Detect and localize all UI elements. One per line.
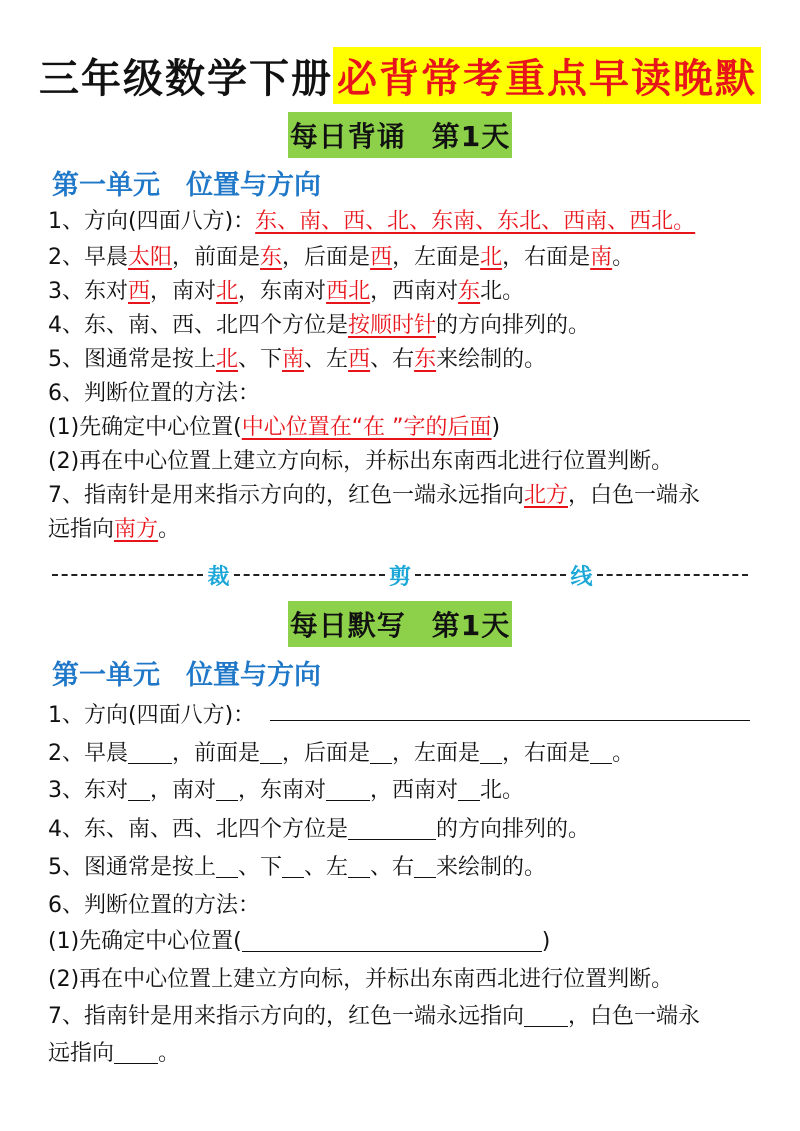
dictation-line-9	[48, 999, 700, 1030]
dictation-line-6: 6、判断位置的方法：	[48, 893, 260, 918]
text: ，右面是	[502, 245, 591, 270]
text: 7、指南针是用来指示方向的，红色一端永远指向	[48, 1004, 524, 1029]
text: ，南对	[150, 778, 217, 803]
text: ，前面是	[172, 741, 261, 766]
blank-center-position[interactable]	[242, 929, 542, 952]
blank-directions[interactable]	[270, 720, 750, 721]
answer: 南	[282, 347, 305, 372]
answer: 北方	[524, 483, 569, 508]
recite-line-6: 6、判断位置的方法：	[48, 381, 260, 406]
text: 5、图通常是按上	[48, 347, 216, 372]
recite-badge-right: 第1天	[431, 120, 511, 153]
text: )	[491, 415, 501, 440]
dictation-unit-title: 位置与方向	[186, 660, 321, 691]
dictation-unit-heading	[52, 653, 321, 692]
text: 4、东、南、西、北四个方位是	[48, 817, 348, 842]
recite-line-3	[48, 274, 524, 305]
text: ，左面是	[392, 741, 481, 766]
text: )	[541, 929, 551, 954]
blank[interactable]	[128, 778, 150, 801]
text: ，东南对	[238, 778, 327, 803]
answer: 南	[590, 245, 613, 270]
text: 7、指南针是用来指示方向的，红色一端永远指向	[48, 483, 524, 508]
text: ，白色一端永	[568, 1004, 701, 1029]
blank[interactable]	[282, 855, 304, 878]
text: 的方向排列的。	[436, 817, 591, 842]
text: 、左	[304, 855, 349, 880]
text: 5、图通常是按上	[48, 855, 216, 880]
blank[interactable]	[480, 741, 502, 764]
text: ，东南对	[238, 279, 327, 304]
recite-unit-number: 第一单元	[52, 170, 160, 201]
blank[interactable]	[414, 855, 436, 878]
recite-line-7	[48, 410, 500, 441]
answer: 按顺时针	[348, 313, 437, 338]
text: 远指向	[48, 517, 115, 542]
text: 的方向排列的。	[436, 313, 591, 338]
answer: 东	[414, 347, 437, 372]
text: 、右	[370, 347, 415, 372]
blank[interactable]	[348, 855, 370, 878]
answer: 东	[260, 245, 283, 270]
recite-line-5	[48, 342, 546, 373]
text: 4、东、南、西、北四个方位是	[48, 313, 348, 338]
text: ，后面是	[282, 245, 371, 270]
dictation-line-7	[48, 924, 550, 955]
text: ，南对	[150, 279, 217, 304]
cut-label-3: 线	[570, 564, 593, 590]
cut-dash	[234, 574, 385, 576]
recite-line-1	[48, 204, 695, 235]
recite-line-2	[48, 240, 634, 271]
dictation-unit-number: 第一单元	[52, 660, 160, 691]
answer: 北	[480, 245, 503, 270]
blank[interactable]	[128, 741, 172, 764]
blank[interactable]	[216, 855, 238, 878]
text: 、左	[304, 347, 349, 372]
answer: 西	[348, 347, 371, 372]
blank[interactable]	[370, 741, 392, 764]
answer: 中心位置在“在 ”字的后面	[241, 415, 492, 440]
text: ，白色一端永	[568, 483, 701, 508]
text: 。	[612, 245, 635, 270]
blank[interactable]	[590, 741, 612, 764]
answer: 南方	[114, 517, 159, 542]
text: 1、方向(四面八方)：	[48, 209, 256, 234]
dictation-line-8: (2)再在中心位置上建立方向标，并标出东南西北进行位置判断。	[48, 967, 674, 992]
blank[interactable]	[524, 1004, 568, 1027]
text: ，西南对	[370, 279, 459, 304]
recite-unit-title: 位置与方向	[186, 170, 321, 201]
text: ，右面是	[502, 741, 591, 766]
answer: 西北	[326, 279, 371, 304]
text: 。	[612, 741, 635, 766]
dictation-line-10	[48, 1036, 180, 1067]
recite-line-4	[48, 308, 590, 339]
blank[interactable]	[348, 817, 436, 840]
cut-line	[48, 560, 752, 590]
answer: 西	[128, 279, 151, 304]
dictation-line-4	[48, 812, 590, 843]
answer: 东	[458, 279, 481, 304]
cut-dash	[597, 574, 748, 576]
text: (1)先确定中心位置(	[48, 929, 242, 954]
text: ，左面是	[392, 245, 481, 270]
blank[interactable]	[260, 741, 282, 764]
text: 3、东对	[48, 279, 128, 304]
page-title	[0, 40, 800, 110]
text: 2、早晨	[48, 245, 128, 270]
cut-label-1: 裁	[207, 564, 230, 590]
recite-badge-left: 每日背诵	[289, 120, 406, 153]
text: 远指向	[48, 1041, 115, 1066]
answer: 北	[216, 347, 239, 372]
recite-line-8: (2)再在中心位置上建立方向标，并标出东南西北进行位置判断。	[48, 449, 674, 474]
blank[interactable]	[216, 778, 238, 801]
text: ，后面是	[282, 741, 371, 766]
cut-dash	[415, 574, 566, 576]
answer: 西	[370, 245, 393, 270]
answer: 北	[216, 279, 239, 304]
text: ，西南对	[370, 778, 459, 803]
title-black: 三年级数学下册	[39, 55, 333, 102]
text: 来绘制的。	[436, 347, 547, 372]
recite-unit-heading	[52, 163, 321, 202]
dictation-line-2	[48, 736, 634, 767]
text: 北。	[480, 778, 525, 803]
dictation-badge-left: 每日默写	[289, 609, 406, 642]
text: 2、早晨	[48, 741, 128, 766]
text: ，前面是	[172, 245, 261, 270]
text: 来绘制的。	[436, 855, 547, 880]
dictation-badge	[288, 601, 512, 647]
blank[interactable]	[326, 778, 370, 801]
text: 、右	[370, 855, 415, 880]
text: 北。	[480, 279, 525, 304]
recite-line-10	[48, 512, 180, 543]
dictation-badge-right: 第1天	[431, 609, 511, 642]
text: 。	[158, 1041, 181, 1066]
recite-badge	[288, 112, 512, 158]
blank[interactable]	[458, 778, 480, 801]
answer: 太阳	[128, 245, 173, 270]
dictation-line-3	[48, 773, 524, 804]
title-highlight: 必背常考重点早读晚默	[333, 47, 761, 104]
blank[interactable]	[114, 1041, 158, 1064]
cut-dash	[52, 574, 203, 576]
text: 。	[158, 517, 181, 542]
text: 、下	[238, 855, 283, 880]
text: (1)先确定中心位置(	[48, 415, 242, 440]
dictation-line-1: 1、方向(四面八方)：	[48, 703, 256, 728]
dictation-line-5	[48, 850, 546, 881]
text: 3、东对	[48, 778, 128, 803]
text: 、下	[238, 347, 283, 372]
recite-line-9	[48, 478, 700, 509]
cut-label-2: 剪	[388, 564, 411, 590]
answer: 东、南、西、北、东南、东北、西南、西北。	[255, 209, 696, 234]
